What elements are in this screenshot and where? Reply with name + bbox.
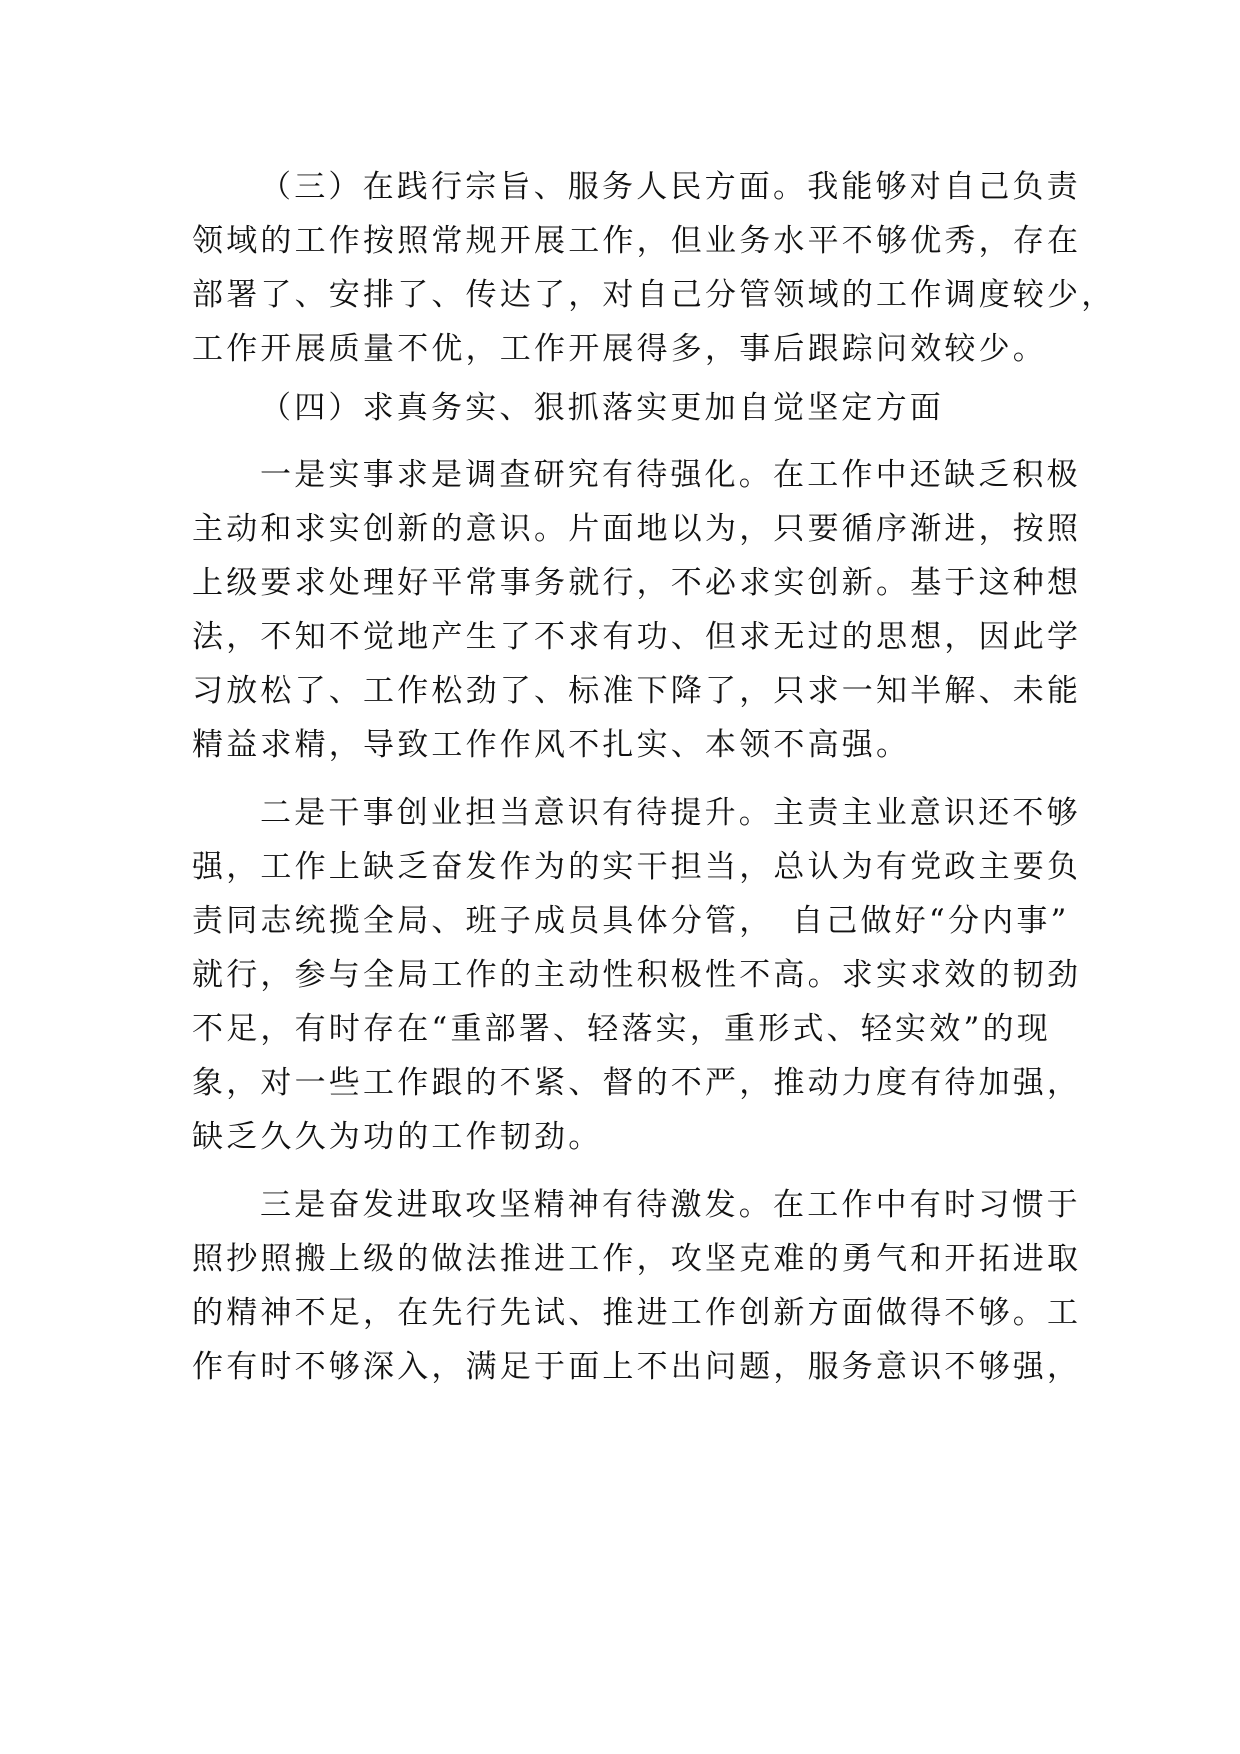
paragraph-point-two: [192, 786, 1082, 1164]
text-line: 部署了、安排了、传达了，对自己分管领域的工作调度较少，: [192, 277, 1116, 313]
text-line: 责同志统揽全局、班子成员具体分管， 自己做好“分内事”: [192, 903, 1070, 939]
text-line: 工作开展质量不优，工作开展得多，事后跟踪问效较少。: [192, 331, 1047, 367]
text-line: 习放松了、工作松劲了、标准下降了，只求一知半解、未能: [192, 673, 1082, 709]
text-line: （四）求真务实、狠抓落实更加自觉坚定方面: [260, 390, 944, 426]
text-line: 三是奋发进取攻坚精神有待激发。在工作中有时习惯于: [260, 1187, 1081, 1223]
text-line: 二是干事创业担当意识有待提升。主责主业意识还不够: [260, 795, 1081, 831]
text-line: 精益求精，导致工作作风不扎实、本领不高强。: [192, 727, 911, 763]
section-four-heading: [192, 381, 1052, 435]
text-line: 强，工作上缺乏奋发作为的实干担当，总认为有党政主要负: [192, 849, 1082, 885]
text-line: 象，对一些工作跟的不紧、督的不严，推动力度有待加强，: [192, 1065, 1082, 1101]
paragraph-point-one: [192, 448, 1082, 772]
text-line: 缺乏久久为功的工作韧劲。: [192, 1119, 603, 1155]
paragraph-section-three: [192, 160, 1116, 376]
text-line: 不足，有时存在“重部署、轻落实，重形式、轻实效”的现: [192, 1011, 1051, 1047]
text-line: 上级要求处理好平常事务就行，不必求实创新。基于这种想: [192, 565, 1082, 601]
text-line: （三）在践行宗旨、服务人民方面。我能够对自己负责: [260, 169, 1081, 205]
text-line: 的精神不足，在先行先试、推进工作创新方面做得不够。工: [192, 1295, 1082, 1331]
text-line: 作有时不够深入，满足于面上不出问题，服务意识不够强，: [192, 1349, 1082, 1385]
text-line: 照抄照搬上级的做法推进工作，攻坚克难的勇气和开拓进取: [192, 1241, 1082, 1277]
text-line: 领域的工作按照常规开展工作，但业务水平不够优秀，存在: [192, 223, 1082, 259]
paragraph-point-three: [192, 1178, 1082, 1394]
text-line: 就行，参与全局工作的主动性积极性不高。求实求效的韧劲: [192, 957, 1082, 993]
text-line: 主动和求实创新的意识。片面地以为，只要循序渐进，按照: [192, 511, 1082, 547]
text-line: 一是实事求是调查研究有待强化。在工作中还缺乏积极: [260, 457, 1081, 493]
text-line: 法，不知不觉地产生了不求有功、但求无过的思想，因此学: [192, 619, 1082, 655]
